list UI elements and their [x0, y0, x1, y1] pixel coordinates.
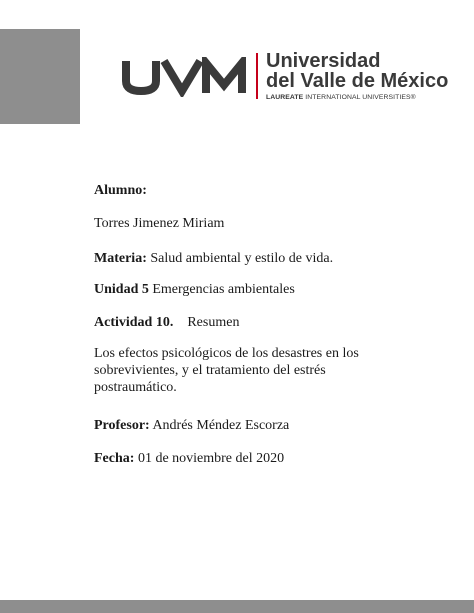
actividad-line — [94, 314, 239, 331]
alumno-value: Torres Jimenez Miriam — [94, 216, 225, 231]
profesor-value: Andrés Méndez Escorza — [149, 418, 290, 433]
alumno-label: Alumno: — [94, 183, 147, 198]
laureate-rest: INTERNATIONAL UNIVERSITIES® — [303, 94, 416, 101]
logo-university-line2: del Valle de México — [266, 70, 449, 92]
materia-line — [94, 250, 333, 267]
topic-paragraph: Los efectos psicológicos de los desastres en los sobrevivientes, y el tratamiento del estrés postraumático. — [94, 346, 359, 395]
unidad-line — [94, 281, 295, 298]
logo-laureate-tagline — [266, 94, 416, 101]
footer-gray-band — [0, 600, 474, 613]
materia-value: Salud ambiental y estilo de vida. — [146, 251, 334, 266]
fecha-label: Fecha: — [94, 451, 135, 466]
actividad-label: Actividad 10. — [94, 315, 174, 330]
fecha-line — [94, 450, 284, 467]
fecha-value: 01 de noviembre del 2020 — [134, 451, 285, 466]
profesor-line — [94, 417, 289, 434]
laureate-word: LAUREATE — [266, 94, 304, 101]
uvm-logo-mark — [122, 57, 246, 97]
unidad-value: Emergencias ambientales — [148, 282, 295, 297]
materia-label: Materia: — [94, 251, 147, 266]
uvm-logo — [122, 51, 452, 107]
unidad-label: Unidad 5 — [94, 282, 149, 297]
logo-divider — [256, 53, 258, 99]
header-gray-band — [0, 29, 80, 124]
logo-university-line1: Universidad — [266, 50, 381, 72]
profesor-label: Profesor: — [94, 418, 150, 433]
actividad-value: Resumen — [187, 315, 240, 330]
